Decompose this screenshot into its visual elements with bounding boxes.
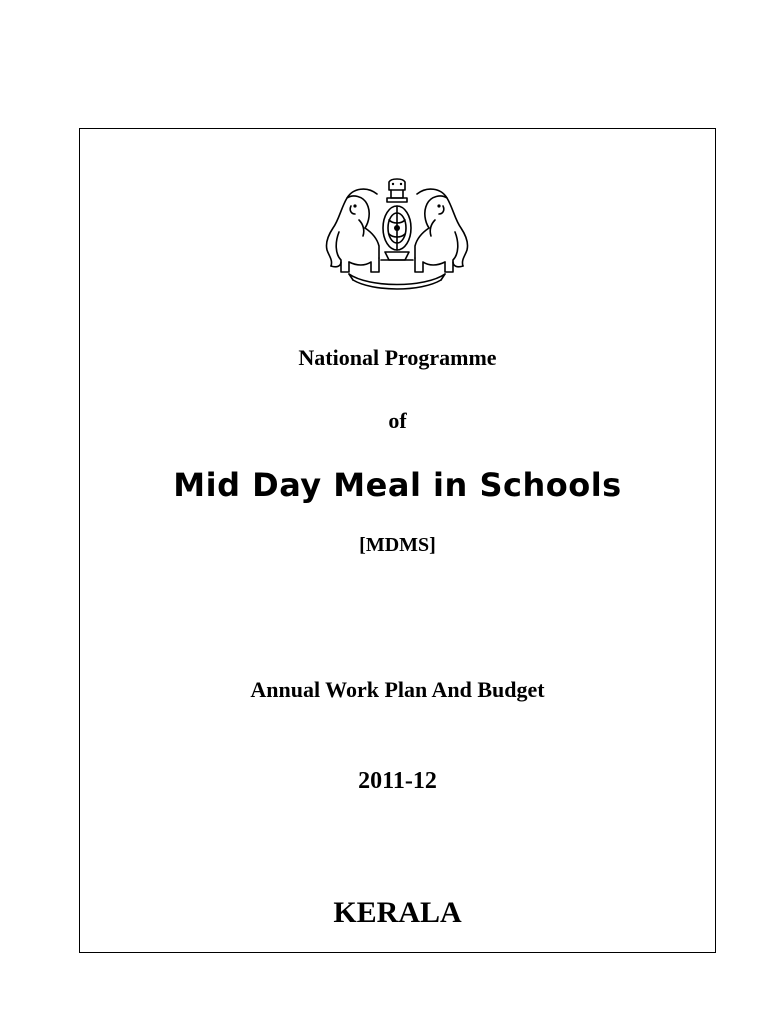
- programme-heading: National Programme: [298, 345, 497, 370]
- connector-word: of: [388, 408, 407, 433]
- document-subtitle: Annual Work Plan And Budget: [250, 677, 545, 702]
- state-emblem-icon: [319, 176, 475, 292]
- state-name: KERALA: [333, 896, 462, 929]
- plan-year: 2011-12: [358, 768, 437, 794]
- title-abbreviation: [MDMS]: [359, 534, 436, 556]
- document-title: Mid Day Meal in Schools: [173, 466, 622, 504]
